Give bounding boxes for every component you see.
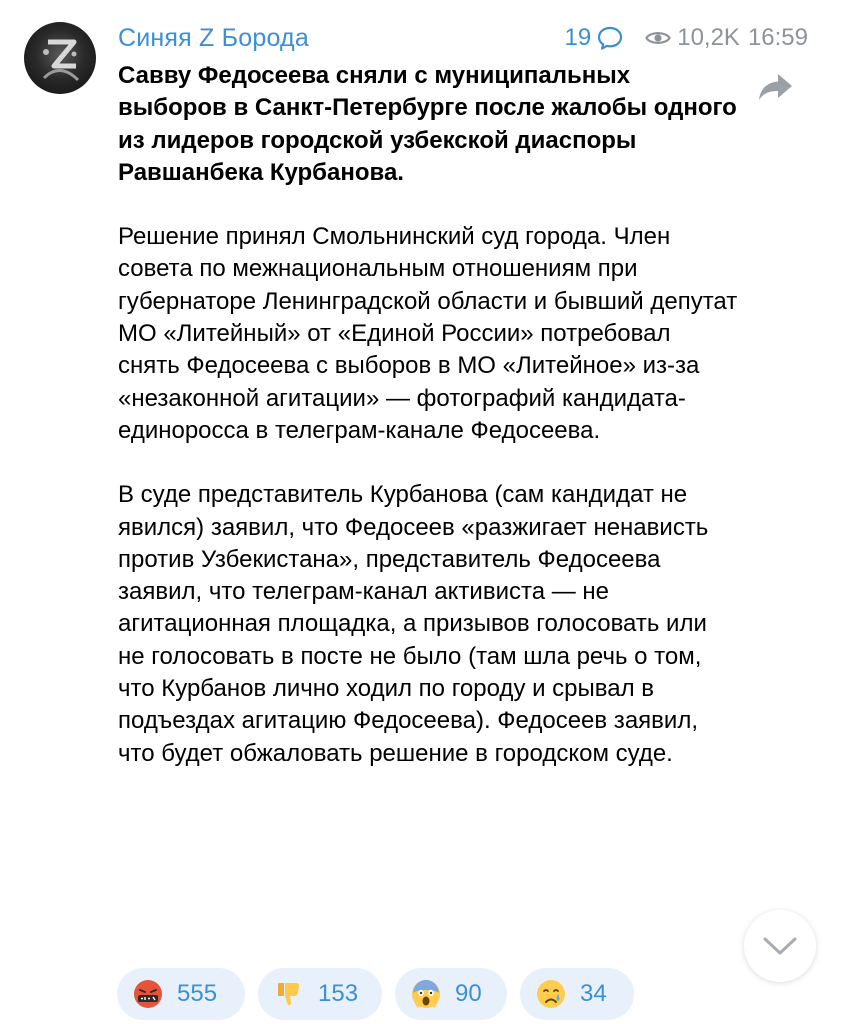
- comment-bubble-icon[interactable]: [597, 26, 623, 50]
- chevron-down-icon: [762, 935, 798, 957]
- post-body: [118, 60, 738, 770]
- reaction-cursing[interactable]: [117, 968, 245, 1020]
- channel-avatar[interactable]: [24, 22, 96, 94]
- reaction-count: 153: [318, 980, 359, 1007]
- reaction-screaming[interactable]: [395, 968, 507, 1020]
- post-meta: [565, 24, 808, 52]
- eye-icon: [645, 28, 671, 48]
- share-arrow-icon[interactable]: [756, 70, 796, 104]
- reaction-count: 34: [580, 980, 607, 1007]
- comments-count[interactable]: 19: [564, 24, 592, 51]
- reactions-bar: [117, 968, 634, 1020]
- post-time: 16:59: [747, 24, 808, 51]
- channel-name[interactable]: Синяя Z Борода: [118, 24, 309, 52]
- views-count: 10,2K: [677, 24, 740, 51]
- cursing-face-icon: [133, 979, 163, 1009]
- reaction-count: 90: [455, 980, 482, 1007]
- channel-avatar-icon: [24, 22, 96, 94]
- screaming-face-icon: [411, 979, 441, 1009]
- reaction-crying[interactable]: [520, 968, 634, 1020]
- post-paragraph: В суде представитель Курбанова (сам кандидат не явился) заявил, что Федосеев «разжигает ненависть против Узбекистана», представитель Федосеева заявил, что телеграм-канал активиста — не агитационная площадка, а призывов голосовать или не голосовать в посте не было (там шла речь о том, что Курбанов лично ходил по городу и срывал в подъездах агитацию Федосеева). Федосеев заявил, что будет обжаловать решение в городском суде.: [118, 481, 709, 767]
- scroll-down-button[interactable]: [744, 910, 816, 982]
- post-headline: Савву Федосеева сняли с муниципальных выборов в Санкт-Петербурге после жалобы одного из лидеров городской узбекской диаспоры Равшанбека Курбанова.: [118, 62, 737, 186]
- reaction-count: 555: [177, 980, 218, 1007]
- thumbs-down-icon: [274, 979, 304, 1009]
- crying-face-icon: [536, 979, 566, 1009]
- post-paragraph: Решение принял Смольнинский суд города. Член совета по межнациональным отношениям при губернаторе Ленинградской области и бывший депутат МО «Литейный» от «Единой России» потребовал снять Федосеева с выборов в МО «Литейное» из-за «незаконной агитации» — фотографий кандидата-единоросса в телеграм-канале Федосеева.: [118, 223, 738, 444]
- reaction-thumbs-down[interactable]: [258, 968, 382, 1020]
